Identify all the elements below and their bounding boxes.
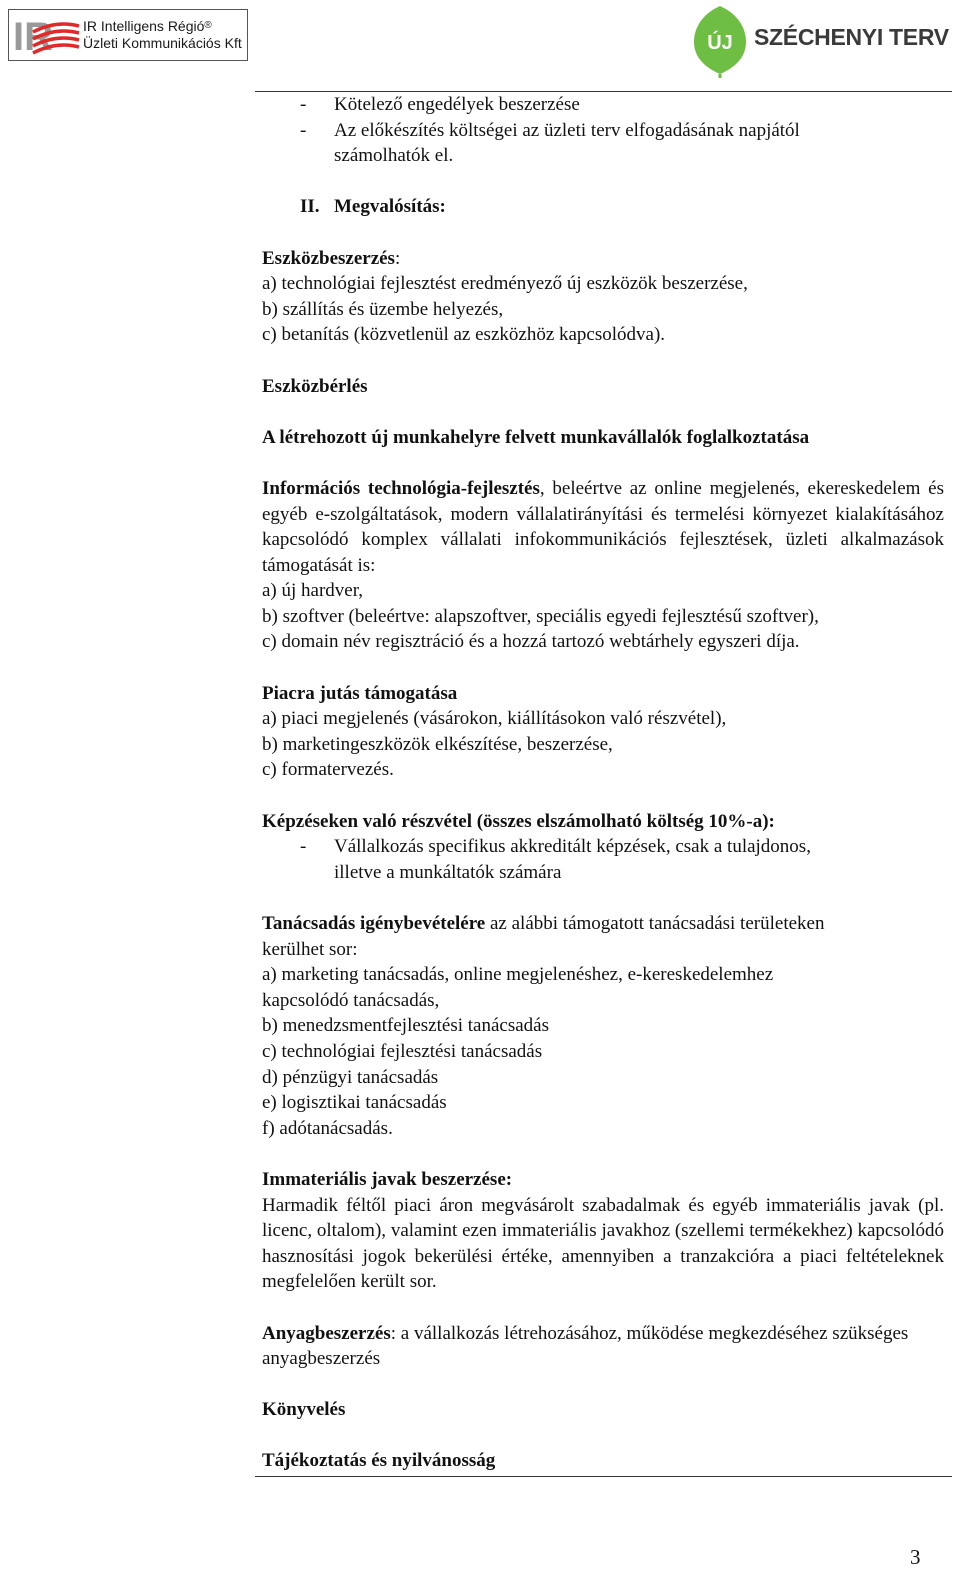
list-item: c) technológiai fejlesztési tanácsadás [262,1040,543,1062]
piacra-heading: Piacra jutás támogatása [262,682,458,704]
list-item: b) menedzsmentfejlesztési tanácsadás [262,1015,549,1037]
list-item: b) szállítás és üzembe helyezés, [262,298,504,320]
eszkozberles-heading: Eszközbérlés [262,375,368,397]
list-item: d) pénzügyi tanácsadás [262,1066,439,1088]
tajekoztatas-heading: Tájékoztatás és nyilvánosság [262,1450,496,1472]
registered-mark: ® [204,20,212,31]
eszkozbeszerzes-title: Eszközbeszerzés [262,247,395,269]
list-item-continuation [262,860,944,886]
list-item-text: számolhatók el. [334,145,454,167]
list-item: a) új hardver, [262,580,364,602]
dash-marker: - [300,94,307,115]
section-title: Megvalósítás: [334,196,446,218]
list-item: b) szoftver (beleértve: alapszoftver, speciális egyedi fejlesztésű szoftver), [262,605,819,627]
info-paragraph [262,476,944,578]
page-header [0,0,960,92]
list-item-text: Kötelező engedélyek beszerzése [334,94,580,115]
ir-logo-subtitle: Üzleti Kommunikációs Kft [83,35,242,51]
list-item-text: Az előkészítés költségei az üzleti terv elfogadásának napjától [334,119,800,141]
ir-logo [8,9,248,61]
list-item-text: Vállalkozás specifikus akkreditált képzések, csak a tulajdonos, [334,836,811,858]
list-item: a) marketing tanácsadás, online megjelenéshez, e-kereskedelemhez [262,964,774,986]
tanacsadas-intro [262,911,944,937]
szechenyi-terv-logo [690,4,949,82]
tanacsadas-intro-text: az alábbi támogatott tanácsadási területeken [485,913,825,934]
page-number: 3 [910,1545,921,1569]
immaterialis-paragraph: Harmadik féltől piaci áron megvásárolt szabadalmak és egyéb immateriális javak (pl. licenc, oltalom), valamint ezen immateriális javakhoz (szellemi termékekhez) kapcsolódó hasznosítási jogok bekerülési értéke, amennyiben a tranzakcióra a piaci feltételeknek megfelelően került sor. [262,1194,944,1293]
section-heading [262,194,944,220]
szechenyi-terv-text: SZÉCHENYI TERV [754,24,949,50]
list-item [262,92,944,118]
munkahely-heading: A létrehozott új munkahelyre felvett munkavállalók foglalkoztatása [262,426,810,448]
list-item [262,834,944,860]
dash-marker: - [300,836,307,858]
szechenyi-leaf-icon [690,4,750,78]
tanacsadas-title: Tanácsadás igénybevételére [262,913,486,934]
anyag-paragraph [262,1321,944,1372]
ir-logo-letters: IR [13,15,53,58]
eszkozbeszerzes-heading [262,246,944,272]
ir-logo-mark [11,12,81,58]
heading-colon: : [394,247,401,269]
anyag-text: : a vállalkozás létrehozásához, működése megkezdéséhez szükséges anyagbeszerzés [262,1322,909,1370]
list-item: c) betanítás (közvetlenül az eszközhöz kapcsolódva). [262,324,666,346]
list-item: a) technológiai fejlesztést eredményező új eszközök beszerzése, [262,273,748,295]
immaterialis-heading: Immateriális javak beszerzése: [262,1168,513,1190]
uj-badge: ÚJ [707,32,733,54]
list-item: e) logisztikai tanácsadás [262,1092,447,1114]
list-item: f) adótanácsadás. [262,1117,393,1139]
kepzes-heading: Képzéseken való részvétel (összes elszámolható költség 10%-a): [262,810,775,832]
info-title: Információs technológia-fejlesztés [262,477,540,499]
dash-marker: - [300,119,307,141]
document-body [262,92,944,1474]
anyag-title: Anyagbeszerzés [262,1322,391,1344]
ir-logo-name: IR Intelligens Régió [83,18,205,34]
tanacsadas-intro-line2: kerülhet sor: [262,938,358,960]
list-item-continuation: kapcsolódó tanácsadás, [262,989,440,1011]
section-number: II. [300,196,320,218]
konyveles-heading: Könyvelés [262,1399,346,1421]
info-text: , beleértve az online megjelenés, ekereskedelem és egyéb e-szolgáltatások, modern vállalatirányítási és termelési környezet kialakításához kapcsolódó komplex vállalati infokommunikációs fejlesztések, üzleti alkalmazások támogatását is: [262,477,944,576]
list-item: b) marketingeszközök elkészítése, beszerzése, [262,733,613,755]
list-item: c) formatervezés. [262,759,394,781]
list-item-continuation [262,143,944,169]
footer-divider [255,1476,952,1477]
list-item: c) domain név regisztráció és a hozzá tartozó webtárhely egyszeri díja. [262,631,800,653]
list-item: a) piaci megjelenés (vásárokon, kiállításokon való részvétel), [262,708,727,730]
list-item [262,118,944,144]
list-item-text: illetve a munkáltatók számára [334,861,562,883]
